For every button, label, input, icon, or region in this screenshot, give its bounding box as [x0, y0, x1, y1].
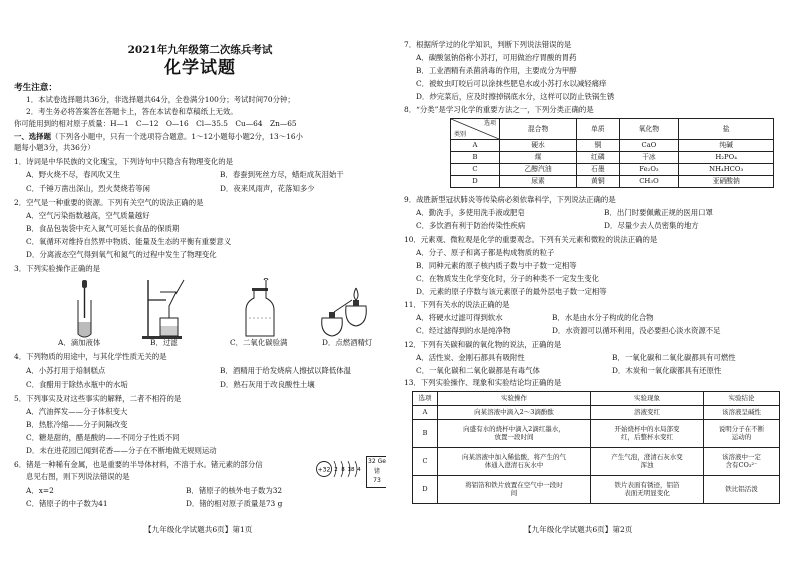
q5-option-a: A．汽油挥发——分子体积变大	[26, 407, 128, 416]
footer-page-1: 【九年级化学试题共6页】第1页	[144, 525, 253, 534]
q9-option-c: C．多饮酒有利于防治传染性疾病	[416, 221, 526, 230]
q12-stem: 12．下列有关碳和碳的氧化物的说法，正确的是	[404, 340, 562, 349]
q7-stem: 7．根据所学过的化学知识，判断下列说法错误的是	[404, 40, 572, 49]
table-cell: 硬水	[500, 140, 577, 152]
table-cell	[591, 420, 704, 448]
subject-title: 化学试题	[164, 58, 236, 78]
q11-option-c: C．经过滤得到的水是纯净物	[416, 326, 511, 335]
q2-option-b: B．食品包装袋中充入氮气可延长食品的保质期	[26, 224, 180, 233]
column-header: 盐	[679, 119, 774, 140]
q1-option-c: C．千锤万凿出深山，烈火焚烧若等闲	[26, 184, 150, 193]
section-1-intro-line-2: 题每小题3分，共36分）	[14, 143, 95, 152]
table-cell: C	[413, 448, 438, 476]
table-cell: D	[413, 476, 438, 504]
note-1: 1．本试卷选择题共36分，非选择题共64分，全卷满分100分；考试时间70分钟；	[26, 95, 295, 104]
q1-option-d: D．夜来风雨声，花落知多少	[220, 184, 315, 193]
column-header: 实验结论	[704, 392, 780, 406]
table-cell: 煤	[500, 152, 577, 164]
q3-option-c: C．二氧化碳验满	[230, 338, 288, 347]
page-2	[404, 0, 784, 561]
periodic-table-cell	[366, 456, 386, 488]
table-cell	[591, 448, 704, 476]
cell-line: 运动的	[731, 432, 752, 441]
q12-option-d: D．木炭和一氧化碳都具有还原性	[612, 366, 722, 375]
table-cell: NH₄HCO₃	[679, 164, 774, 176]
q6-stem-line-2: 息见右图，则下列说法错误的是	[26, 472, 130, 481]
cell-line: 间	[510, 488, 518, 497]
table-cell: 铜	[577, 140, 619, 152]
footer-page-2: 【九年级化学试题共6页】第2页	[524, 525, 633, 534]
q11-option-d: D．水资源可以循环利用，没必要担心淡水资源不足	[552, 326, 721, 335]
table-cell: CH₃O	[619, 176, 679, 188]
q6-stem-line-1: 6．锗是一种稀有金属，也是重要的半导体材料，不溶于水。锗元素的部分信	[14, 460, 263, 469]
page-1	[14, 0, 386, 561]
cell-line: 含有CO₃²⁻	[725, 460, 758, 469]
cell-line: 该溶液呈碱性	[722, 407, 761, 416]
cell-line: 表面无明显变化	[624, 488, 670, 497]
table-cell: 石墨	[577, 164, 619, 176]
q12-option-c: C．一氧化碳和二氧化碳都是有毒气体	[416, 366, 540, 375]
cell-line: 该溶液中一定	[722, 453, 761, 462]
table-cell: 尿素	[500, 176, 577, 188]
q1-stem: 1．诗词是中华民族的文化瑰宝，下列诗句中只隐含有物理变化的是	[14, 157, 234, 166]
notes-heading: 考生注意：	[14, 83, 57, 93]
q2-stem: 2．空气是一种重要的资源。下列有关空气的说法正确的是	[14, 198, 204, 207]
column-header: 实验现象	[591, 392, 704, 406]
table-cell: C	[451, 164, 500, 176]
cell-symbol: Ge	[377, 458, 386, 465]
table-row	[413, 406, 780, 420]
table-cell: 纯碱	[679, 140, 774, 152]
column-header: 单质	[577, 119, 619, 140]
table-cell	[591, 406, 704, 420]
q10-option-c: C．在物质发生化学变化时，分子的种类不一定发生变化	[416, 274, 600, 283]
cell-line: 将铝箔和铁片放置在空气中一段时	[465, 481, 563, 490]
table-cell	[438, 406, 591, 420]
table-cell: A	[451, 140, 500, 152]
alcohol-lamps-figure	[316, 278, 376, 340]
corner-cell	[451, 119, 500, 140]
q4-option-d: D．熟石灰用于改良酸性土壤	[220, 380, 315, 389]
cell-line: 放置一段时间	[494, 432, 534, 441]
q12-option-b: B．一氧化碳和二氧化碳都具有可燃性	[612, 353, 736, 362]
q10-option-a: A．分子、原子和离子都是构成物质的粒子	[416, 248, 555, 257]
table-cell: B	[451, 152, 500, 164]
table-cell: 红磷	[577, 152, 619, 164]
q4-stem: 4．下列物质的用途中，与其化学性质无关的是	[14, 352, 167, 361]
column-header: 实验操作	[438, 392, 591, 406]
cell-atomic-number: 32	[368, 458, 376, 465]
table-cell: D	[451, 176, 500, 188]
column-header: 混合物	[500, 119, 577, 140]
cell-line: 向某溶液中加入稀盐酸，将产生的气	[462, 453, 566, 462]
q5-option-c: C．糖是甜的，醋是酸的——不同分子性质不同	[26, 433, 180, 442]
q8-stem: 8．“分类”是学习化学的重要方法之一，下列分类正确的是	[404, 105, 594, 114]
q7-option-c: C．被蚊虫叮咬后可以涂抹些肥皂水或小苏打水以减轻痛痒	[416, 79, 607, 88]
q11-stem: 11．下列有关水的说法正确的是	[404, 300, 510, 309]
table-cell	[438, 420, 591, 448]
shell-4-electrons: 4	[357, 467, 361, 473]
shell-1-electrons: 2	[334, 467, 338, 473]
table-row	[413, 420, 780, 448]
q2-option-c: C．氧循环对维持自然界中物质、能量及生态的平衡有重要意义	[26, 237, 232, 246]
q1-option-a: A．野火烧不尽，春风吹又生	[26, 170, 121, 179]
cell-line: 开始烧杯中的水局部变	[614, 425, 680, 434]
corner-bottom-label: 类别	[454, 130, 467, 138]
exam-title: 2021年九年级第二次练兵考试	[127, 44, 273, 56]
q10-option-b: B．同种元素的原子核内质子数与中子数一定相等	[416, 261, 577, 270]
table-row	[451, 140, 774, 152]
table-cell: 亚硝酸钠	[679, 176, 774, 188]
cell-name: 锗	[373, 468, 380, 475]
atomic-masses: 你可能用到的相对原子质量：H—1 C—12 O—16 Cl—35.5 Cu—64 Zn—65	[14, 119, 297, 128]
table-cell	[704, 420, 780, 448]
section-1-intro-line-1: （下列各小题中，只有一个选项符合题意。1～12小题每小题2分，13～16小	[50, 132, 303, 141]
atom-nucleus-charge: +32	[317, 466, 331, 474]
germanium-atom-diagram	[316, 458, 364, 480]
q3-option-a: A．滴加液体	[58, 338, 101, 347]
q13-experiment-table	[412, 391, 780, 504]
q7-option-a: A．碳酸氢钠俗称小苏打，可用做治疗胃酸的胃药	[416, 53, 577, 62]
q4-option-c: C．食醋用于除热水瓶中的水垢	[26, 380, 128, 389]
table-cell	[591, 476, 704, 504]
cell-line: 溶液变红	[634, 407, 660, 416]
q2-option-d: D．分离液态空气得到氧气和氮气的过程中发生了物理变化	[26, 250, 217, 259]
table-row	[413, 476, 780, 504]
q8-classification-table	[450, 118, 774, 188]
q1-option-b: B．春蚕到死丝方尽，蜡炬成灰泪始干	[220, 170, 344, 179]
q4-option-b: B．酒精用于给发烧病人擦拭以降低体温	[220, 366, 352, 375]
q4-option-a: A．小苏打用于焙制糕点	[26, 366, 106, 375]
table-cell: 干冰	[619, 152, 679, 164]
table-row	[451, 176, 774, 188]
corner-top-label: 选项	[483, 120, 496, 127]
cell-line: 铁片表面有锈迹，铝箔	[614, 481, 680, 490]
cell-line: 铁比铝活泼	[725, 484, 758, 493]
q5-stem: 5．下列事实及对这些事实的解释，二者不相符的是	[14, 394, 182, 403]
table-cell: A	[413, 406, 438, 420]
q3-option-d: D．点燃酒精灯	[322, 338, 373, 347]
table-cell	[704, 448, 780, 476]
table-row	[451, 164, 774, 176]
table-cell: 乙醇汽油	[500, 164, 577, 176]
section-1-intro	[14, 132, 303, 141]
q5-option-b: B．热胀冷缩——分子间隔改变	[26, 420, 128, 429]
q6-option-c: C．锗原子的中子数为41	[26, 499, 108, 508]
q12-option-a: A．活性炭、金刚石都具有吸附性	[416, 353, 525, 362]
q11-option-b: B．水是由水分子构成的化合物	[552, 313, 654, 322]
q11-option-a: A．将硬水过滤可得到软水	[416, 313, 503, 322]
q6-option-d: D．锗的相对原子质量是73 g	[186, 499, 283, 508]
q2-option-a: A．空气污染指数越高，空气质量越好	[26, 211, 150, 220]
q5-option-d: D．未在进花园已闻到花香——分子在不断地做无规则运动	[26, 446, 217, 455]
q9-option-a: A．勤洗手，多使用洗手液或肥皂	[416, 208, 525, 217]
q7-option-b: B．工业酒精有杀菌消毒的作用，主要成分为甲醇	[416, 66, 577, 75]
filtration-figure	[142, 278, 198, 340]
cell-line: 产生气泡，澄清石灰水变	[611, 453, 683, 462]
column-header: 选项	[413, 392, 438, 406]
q3-option-b: B．过滤	[150, 338, 178, 347]
table-cell: 黄铜	[577, 176, 619, 188]
table-row	[451, 152, 774, 164]
note-2: 2．考生务必将答案答在答题卡上，答在本试卷和草稿纸上无效。	[26, 107, 238, 116]
cell-mass: 73	[373, 477, 381, 484]
table-cell: B	[413, 420, 438, 448]
table-cell	[438, 476, 591, 504]
table-cell	[438, 448, 591, 476]
cell-line: 向盛有水的烧杯中滴入2滴红墨水，	[463, 425, 565, 434]
table-cell	[704, 406, 780, 420]
q6-option-a: A．x=2	[26, 486, 54, 495]
section-1-heading: 一、选择题	[14, 132, 51, 141]
table-header-row	[451, 119, 774, 140]
table-cell: H₂PO₄	[679, 152, 774, 164]
column-header: 氧化物	[619, 119, 679, 140]
q9-option-d: D．尽量少去人员密集的地方	[604, 221, 699, 230]
table-row	[413, 448, 780, 476]
shell-2-electrons: 8	[341, 467, 345, 473]
q9-stem: 9．战胜新型冠状肺炎等传染病必须依靠科学，下列说法正确的是	[404, 195, 616, 204]
cell-line: 向某溶液中滴入2～3滴酚酞	[474, 407, 554, 416]
q13-stem: 13．下列实验操作、现象和实验结论均正确的是	[404, 378, 562, 387]
co2-bottle-figure	[240, 278, 280, 340]
cell-line: 体通入澄清石灰水中	[484, 460, 544, 469]
cell-line: 红，后整杯水变红	[621, 432, 673, 441]
table-header-row	[413, 392, 780, 406]
q10-stem: 10．元素观、微粒观是化学的重要观念。下列有关元素和微粒的说法正确的是	[404, 235, 658, 244]
table-cell	[704, 476, 780, 504]
q9-option-b: B．出门时要佩戴正规的医用口罩	[604, 208, 713, 217]
cell-line: 说明分子在不断	[718, 425, 765, 434]
shell-3-electrons: 18	[347, 467, 355, 473]
q7-option-d: D．炒完菜后，应及时擦掉锅底水分，这样可以防止铁锅生锈	[416, 92, 615, 101]
q10-option-d: D．元素的原子序数与该元素原子的最外层电子数一定相等	[416, 287, 607, 296]
table-cell: CaO	[619, 140, 679, 152]
q3-stem: 3．下列实验操作正确的是	[14, 264, 101, 273]
cell-line: 浑浊	[640, 460, 654, 469]
table-cell: Fe₂O₃	[619, 164, 679, 176]
dropper-test-tube-figure	[66, 278, 106, 340]
q6-option-b: B．锗原子的核外电子数为32	[186, 486, 283, 495]
